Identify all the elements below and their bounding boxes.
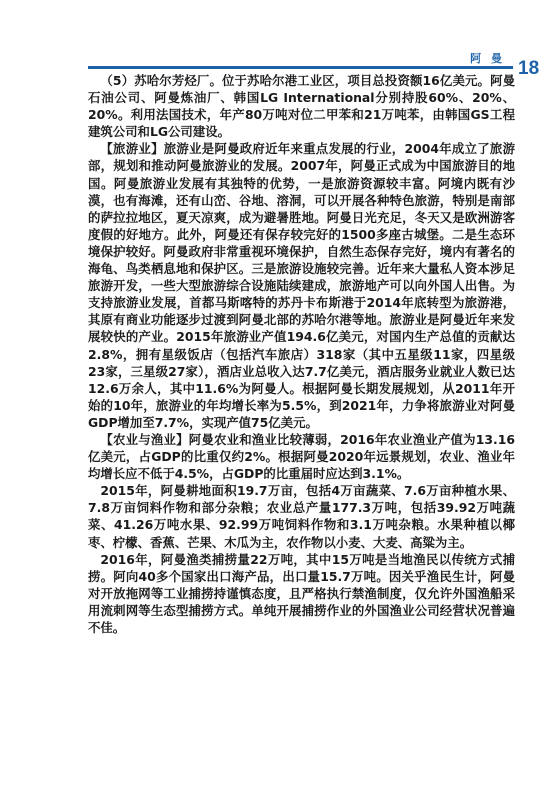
running-header-label: 阿 曼: [470, 52, 505, 65]
page-number: 18: [518, 58, 540, 79]
paragraph-aromatics-plant: （5）苏哈尔芳烃厂。位于苏哈尔港工业区，项目总投资额16亿美元。阿曼石油公司、阿曼炼油厂、韩国LG International分别持股60%、20%、20%。利用法国技术，年产80万吨对位二甲苯和21万吨苯，由韩国GS工程建筑公司和LG公司建设。: [88, 73, 515, 140]
header-rule: [88, 66, 513, 69]
paragraph-fishery-2016: 2016年，阿曼渔类捕捞量22万吨，其中15万吨是当地渔民以传统方式捕捞。阿向40多个国家出口海产品，出口量15.7万吨。因关乎渔民生计，阿曼对开放拖网等工业捕捞持谨慎态度，且严格执行禁渔制度，仅允许外国渔船采用流刺网等生态型捕捞方式。单纯开展捕捞作业的外国渔业公司经营状况普遍不佳。: [88, 551, 515, 635]
paragraph-agriculture-fishery: 【农业与渔业】阿曼农业和渔业比较薄弱，2016年农业渔业产值为13.16亿美元，占GDP的比重仅约2%。根据阿曼2020年远景规划，农业、渔业年均增长应不低于4.5%，占GDP的比重届时应达到3.1%。: [88, 431, 515, 482]
body-text: [88, 72, 515, 636]
paragraph-tourism: 【旅游业】旅游业是阿曼政府近年来重点发展的行业，2004年成立了旅游部，规划和推动阿曼旅游业的发展。2007年，阿曼正式成为中国旅游目的地国。阿曼旅游业发展有其独特的优势，一是旅游资源较丰富。阿境内既有沙漠，也有海滩，还有山峦、谷地、溶洞，可以开展各种特色旅游，特别是南部的萨拉拉地区，夏天凉爽，成为避暑胜地。阿曼日光充足，冬天又是欧洲游客度假的好地方。此外，阿曼还有保存较完好的1500多座古城堡。二是生态环境保护较好。阿曼政府非常重视环境保护，自然生态保存完好，境内有著名的海龟、鸟类栖息地和保护区。三是旅游设施较完善。近年来大量私人资本涉足旅游开发，一些大型旅游综合设施陆续建成，旅游地产可以向外国人出售。为支持旅游业发展，首都马斯喀特的苏丹卡布斯港于2014年底转型为旅游港，其原有商业功能逐步过渡到阿曼北部的苏哈尔港等地。旅游业是阿曼近年来发展较快的产业。2015年旅游业产值194.6亿美元，对国内生产总值的贡献达2.8%，拥有星级饭店（包括汽车旅店）318家（其中五星级11家，四星级23家，三星级27家），酒店业总收入达7.7亿美元，酒店服务业就业人数已达12.6万余人，其中11.6%为阿曼人。根据阿曼长期发展规划，从2011年开始的10年，旅游业的年均增长率为5.5%，到2021年，力争将旅游业对阿曼GDP增加至7.7%，实现产值75亿美元。: [88, 141, 515, 430]
paragraph-agriculture-2015: 2015年，阿曼耕地面积19.7万亩，包括4万亩蔬菜、7.6万亩种植水果、7.8万亩饲料作物和部分杂粮；农业总产量177.3万吨，包括39.92万吨蔬菜、41.26万吨水果、92.99万吨饲料作物和3.1万吨杂粮。水果种植以椰枣、柠檬、香蕉、芒果、木瓜为主，农作物以小麦、大麦、高粱为主。: [88, 483, 515, 550]
